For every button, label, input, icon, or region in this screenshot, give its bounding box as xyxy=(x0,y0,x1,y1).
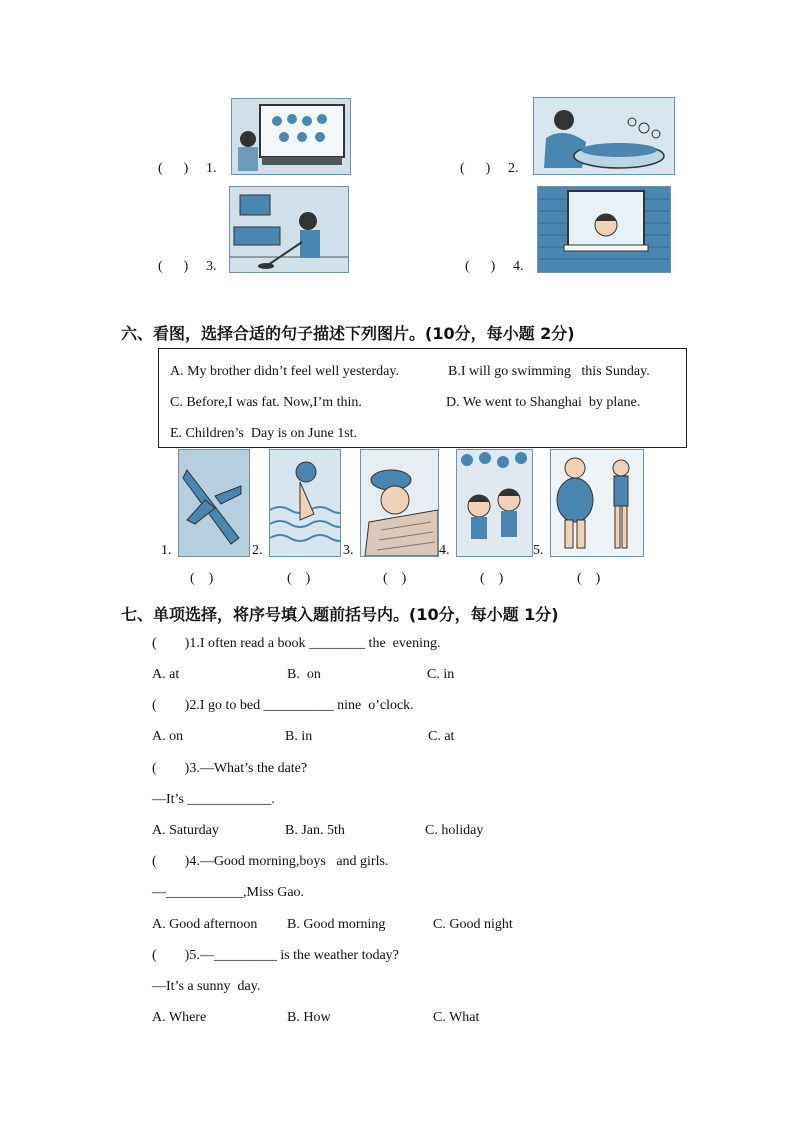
answer-bracket-4[interactable]: ( ) xyxy=(465,259,496,274)
picture-number-2: 2. xyxy=(252,543,263,558)
question-4-reply: —___________,Miss Gao. xyxy=(152,885,305,900)
question-3-stem: ( )3.—What’s the date? xyxy=(152,761,308,776)
answer-bracket-2[interactable]: ( ) xyxy=(460,161,491,176)
question-1-stem: ( )1.I often read a book ________ the evening. xyxy=(152,636,441,651)
item-number-1: 1. xyxy=(206,161,217,176)
window-looking-picture xyxy=(537,186,671,273)
option-b: B.I will go swimming this Sunday. xyxy=(448,364,650,379)
item-number-2: 2. xyxy=(508,161,519,176)
answer-bracket-3[interactable]: ( ) xyxy=(158,259,189,274)
fat-thin-picture xyxy=(550,449,644,557)
picture-answer-3[interactable]: ( ) xyxy=(383,571,407,586)
picture-number-3: 3. xyxy=(343,543,354,558)
question-2-option-a: A. on xyxy=(152,729,184,744)
picture-answer-5[interactable]: ( ) xyxy=(577,571,601,586)
question-1-option-a: A. at xyxy=(152,667,180,682)
swimming-picture xyxy=(269,449,341,557)
answer-bracket-1[interactable]: ( ) xyxy=(158,161,189,176)
question-5-option-a: A. Where xyxy=(152,1010,207,1025)
sick-in-bed-picture xyxy=(360,449,439,557)
question-2-option-c: C. at xyxy=(428,729,455,744)
question-4-option-b: B. Good morning xyxy=(287,917,386,932)
washing-clothes-picture xyxy=(533,97,675,175)
question-3-option-b: B. Jan. 5th xyxy=(285,823,345,838)
picture-number-5: 5. xyxy=(533,543,544,558)
question-1-option-c: C. in xyxy=(427,667,455,682)
option-e: E. Children’s Day is on June 1st. xyxy=(170,426,358,441)
item-number-3: 3. xyxy=(206,259,217,274)
question-5-stem: ( )5.—_________ is the weather today? xyxy=(152,948,399,963)
picture-answer-2[interactable]: ( ) xyxy=(287,571,311,586)
option-c: C. Before,I was fat. Now,I’m thin. xyxy=(170,395,362,410)
question-4-option-c: C. Good night xyxy=(433,917,513,932)
picture-number-1: 1. xyxy=(161,543,172,558)
picture-answer-1[interactable]: ( ) xyxy=(190,571,214,586)
question-5-option-c: C. What xyxy=(433,1010,480,1025)
picture-answer-4[interactable]: ( ) xyxy=(480,571,504,586)
section-7-title: 七、单项选择，将序号填入题前括号内。(10分，每小题 1分) xyxy=(121,605,559,624)
vacuum-cleaning-picture xyxy=(229,186,349,273)
question-3-option-a: A. Saturday xyxy=(152,823,219,838)
picture-number-4: 4. xyxy=(439,543,450,558)
question-4-option-a: A. Good afternoon xyxy=(152,917,258,932)
question-1-option-b: B. on xyxy=(287,667,321,682)
question-3-option-c: C. holiday xyxy=(425,823,484,838)
item-number-4: 4. xyxy=(513,259,524,274)
airplane-picture xyxy=(178,449,250,557)
question-5-reply: —It’s a sunny day. xyxy=(152,979,261,994)
option-a: A. My brother didn’t feel well yesterday. xyxy=(170,364,399,379)
tv-watching-picture xyxy=(231,98,351,175)
option-d: D. We went to Shanghai by plane. xyxy=(446,395,641,410)
question-4-stem: ( )4.—Good morning,boys and girls. xyxy=(152,854,389,869)
children-picture xyxy=(456,449,533,557)
question-2-stem: ( )2.I go to bed __________ nine o’clock. xyxy=(152,698,414,713)
section-6-title: 六、看图，选择合适的句子描述下列图片。(10分，每小题 2分) xyxy=(121,324,575,343)
question-5-option-b: B. How xyxy=(287,1010,331,1025)
question-2-option-b: B. in xyxy=(285,729,313,744)
question-3-reply: —It’s ____________. xyxy=(152,792,275,807)
